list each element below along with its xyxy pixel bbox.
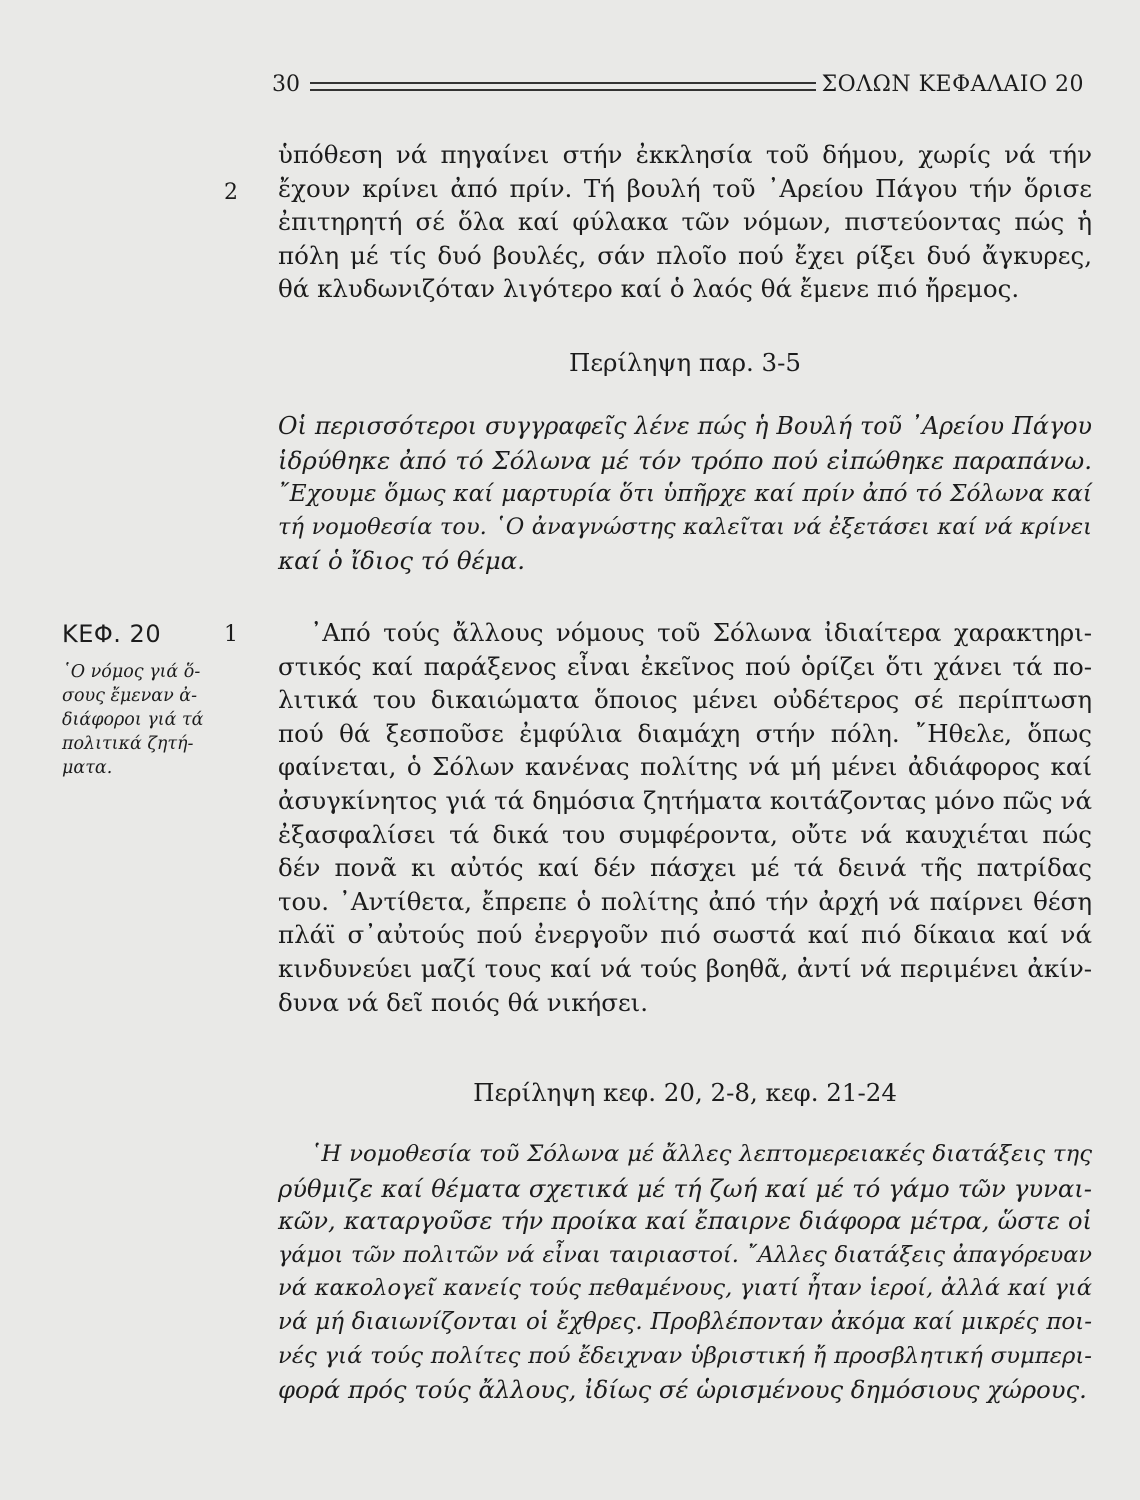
chapter-paragraph (278, 616, 1092, 1019)
text-line: ῾Η νομοθεσία τοῦ Σόλωνα μέ ἄλλες λεπτομερειακές διατάξεις της (310, 1141, 1092, 1167)
text-line: λιτικά του δικαιώματα ὅποιος μένει οὐδέτερος σέ περίπτωση (278, 685, 1092, 715)
page-number: 30 (272, 72, 300, 97)
text-line: καί ὁ ἴδιος τό θέμα. (278, 546, 526, 576)
running-title: ΣΟΛΩΝ ΚΕΦΑΛΑΙΟ 20 (821, 72, 1084, 97)
text-line: νές γιά τούς πολίτες πού ἔδειχναν ὑβριστική ἤ προσβλητική συμπερι- (278, 1342, 1092, 1369)
chapter-label: ΚΕΦ. 20 (62, 620, 162, 648)
text-line: ἔχουν κρίνει ἀπό πρίν. Τή βουλή τοῦ ᾿Αρείου Πάγου τήν ὅρισε (278, 173, 1092, 203)
summary-paragraph (278, 410, 1092, 578)
intro-paragraph (278, 138, 1092, 306)
text-line: πλάϊ σ᾿αὐτούς πού ἐνεργοῦν πιό σωστά καί πιό δίκαια καί νά (278, 920, 1092, 950)
summary-paragraph (278, 1138, 1092, 1407)
text-line: κῶν, καταργοῦσε τήν προίκα καί ἔπαιρνε διάφορα μέτρα, ὥστε οἱ (278, 1207, 1092, 1236)
text-line: ἱδρύθηκε ἀπό τό Σόλωνα μέ τόν τρόπο πού εἰπώθηκε παραπάνω. (278, 445, 1092, 475)
paragraph-number: 2 (224, 180, 238, 205)
summary-heading: Περίληψη κεφ. 20, 2-8, κεφ. 21-24 (473, 1078, 897, 1107)
summary-heading: Περίληψη παρ. 3-5 (568, 348, 802, 377)
side-note-line: διάφοροι γιά τά (62, 710, 204, 730)
text-line: στικός καί παράξενος εἶναι ἐκεῖνος πού ὁρίζει ὅτι χάνει τά πο- (278, 651, 1092, 681)
text-line: πόλη μέ τίς δυό βουλές, σάν πλοῖο πού ἔχει ρίξει δυό ἄγκυρες, (278, 240, 1092, 270)
page-header (272, 68, 1084, 102)
text-line: γάμοι τῶν πολιτῶν νά εἶναι ταιριαστοί. ῎Αλλες διατάξεις ἀπαγόρευαν (278, 1241, 1092, 1268)
side-note-line: σους ἔμεναν ἀ- (62, 686, 198, 706)
side-note-line: ῾Ο νόμος γιά ὅ- (62, 662, 201, 682)
text-line: κινδυνεύει μαζί τους καί νά τούς βοηθᾶ, ἀντί νά περιμένει ἀκίν- (278, 953, 1092, 983)
text-line: φορά πρός τούς ἄλλους, ἰδίως σέ ὡρισμένους δημόσιους χώρους. (278, 1375, 1087, 1405)
text-line: δέν πονᾶ κι αὐτός καί δέν πάσχει μέ τά δεινά τῆς πατρίδας (278, 853, 1092, 883)
text-line: θά κλυδωνιζόταν λιγότερο καί ὁ λαός θά ἔμενε πιό ἤρεμος. (278, 274, 1020, 304)
text-line: νά κακολογεῖ κανείς τούς πεθαμένους, γιατί ἦταν ἱεροί, ἀλλά καί γιά (278, 1275, 1092, 1302)
text-line: ἐπιτηρητή σέ ὅλα καί φύλακα τῶν νόμων, πιστεύοντας πώς ἡ (278, 207, 1092, 237)
text-line: τή νομοθεσία του. ῾Ο ἀναγνώστης καλεῖται νά ἐξετάσει καί νά κρίνει (278, 513, 1092, 540)
text-line: ὑπόθεση νά πηγαίνει στήν ἐκκλησία τοῦ δήμου, χωρίς νά τήν (278, 140, 1092, 169)
side-note-line: πολιτικά ζητή- (62, 734, 194, 754)
text-line: του. ᾿Αντίθετα, ἔπρεπε ὁ πολίτης ἀπό τήν ἀρχή νά παίρνει θέση (278, 886, 1092, 916)
side-note (62, 660, 222, 780)
text-line: πού θά ξεσποῦσε ἐμφύλια διαμάχη στήν πόλη. ῎Ηθελε, ὅπως (278, 718, 1092, 748)
text-line: ἀσυγκίνητος γιά τά δημόσια ζητήματα κοιτάζοντας μόνο πῶς νά (278, 785, 1092, 815)
text-line: φαίνεται, ὁ Σόλων κανένας πολίτης νά μή μένει ἀδιάφορος καί (278, 752, 1092, 782)
text-line: ἐξασφαλίσει τά δικά του συμφέροντα, οὔτε νά καυχιέται πώς (278, 819, 1092, 849)
header-rule (310, 82, 816, 91)
text-line: ᾿Από τούς ἄλλους νόμους τοῦ Σόλωνα ἰδιαίτερα χαρακτηρι- (310, 618, 1092, 647)
paragraph-number: 1 (224, 622, 238, 647)
side-note-line: ματα. (62, 758, 113, 778)
text-line: ῎Εχουμε ὅμως καί μαρτυρία ὅτι ὑπῆρχε καί πρίν ἀπό τό Σόλωνα καί (278, 480, 1092, 508)
text-line: ρύθμιζε καί θέματα σχετικά μέ τή ζωή καί μέ τό γάμο τῶν γυναι- (278, 1173, 1092, 1203)
text-line: νά μή διαιωνίζονται οἱ ἔχθρες. Προβλέπονταν ἀκόμα καί μικρές ποι- (278, 1308, 1092, 1335)
text-line: δυνα νά δεῖ ποιός θά νικήσει. (278, 987, 649, 1017)
text-line: Οἱ περισσότεροι συγγραφεῖς λένε πώς ἡ Βουλή τοῦ ᾿Αρείου Πάγου (278, 412, 1092, 440)
